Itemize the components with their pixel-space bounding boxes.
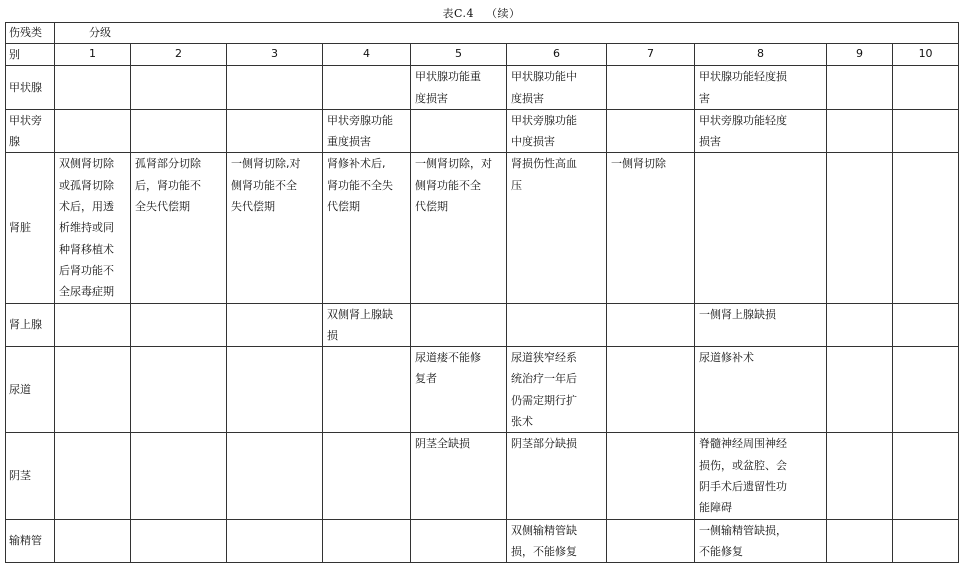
- grade-cell-9: [827, 433, 893, 519]
- grade-cell-7: [607, 303, 695, 347]
- grade-cell-3: [227, 347, 323, 433]
- cell-text: 甲状旁腺功能 中度损害: [511, 113, 577, 149]
- grade-cell-8: [695, 433, 827, 519]
- grade-cell-10: [893, 153, 959, 303]
- category-cell: [6, 109, 55, 153]
- grade-cell-10: [893, 109, 959, 153]
- cell-text: 双侧输精管缺 损，不能修复: [511, 523, 577, 558]
- caption-suffix: （续）: [486, 7, 521, 20]
- grade-cell-7: [607, 109, 695, 153]
- cell-text: 尿道修补术: [699, 351, 754, 365]
- cell-text: 脊髓神经周围神经 损伤，或盆腔、会 阴手术后遗留性功 能障碍: [699, 437, 787, 515]
- grade-cell-7: [607, 433, 695, 519]
- category-label: 甲状旁 腺: [9, 113, 42, 149]
- grade-cell-2: [131, 303, 227, 347]
- cell-text: 双侧肾上腺缺 损: [327, 307, 393, 342]
- grade-cell-8: [695, 109, 827, 153]
- grade-cell-3: [227, 153, 323, 303]
- cell-text: 孤肾部分切除 后，肾功能不 全失代偿期: [135, 157, 201, 214]
- cell-text: 一侧肾上腺缺损: [699, 307, 776, 321]
- cell-text: 甲状腺功能中 度损害: [511, 70, 577, 105]
- grade-cell-6: [507, 519, 607, 563]
- grade-cell-4: [323, 153, 411, 303]
- cell-text: 一侧肾切除: [611, 157, 666, 171]
- cell-text: 肾修补术后, 肾功能不全失 代偿期: [327, 157, 393, 214]
- grade-cell-4: [323, 303, 411, 347]
- grade-cell-6: [507, 303, 607, 347]
- grade-cell-5: [411, 519, 507, 563]
- disability-grade-table: [5, 22, 959, 563]
- grade-cell-8: [695, 519, 827, 563]
- grade-cell-6: [507, 347, 607, 433]
- grade-cell-5: [411, 347, 507, 433]
- cell-text: 肾损伤性高血 压: [511, 157, 577, 192]
- grade-cell-7: [607, 153, 695, 303]
- grade-cell-7: [607, 519, 695, 563]
- table-caption: [0, 5, 963, 21]
- grade-cell-2: [131, 433, 227, 519]
- grade-cell-6: [507, 109, 607, 153]
- grade-header-cell: [55, 23, 959, 44]
- grade-cell-4: [323, 433, 411, 519]
- table-row: [6, 519, 959, 563]
- grade-cell-4: [323, 519, 411, 563]
- category-label: 甲状腺: [9, 80, 42, 94]
- grade-cell-1: [55, 347, 131, 433]
- table-body: [6, 23, 959, 563]
- header-row-grades: [6, 44, 959, 66]
- grade-cell-10: [893, 303, 959, 347]
- grade-cell-9: [827, 153, 893, 303]
- grade-cell-3: [227, 66, 323, 110]
- grade-cell-8: [695, 303, 827, 347]
- grade-cell-5: [411, 66, 507, 110]
- table-row: [6, 109, 959, 153]
- grade-header-7: 7: [607, 44, 695, 66]
- grade-header-3: 3: [227, 44, 323, 66]
- grade-cell-3: [227, 303, 323, 347]
- grade-cell-8: [695, 153, 827, 303]
- grade-header-1: 1: [55, 44, 131, 66]
- grade-header-6: 6: [507, 44, 607, 66]
- grade-cell-8: [695, 66, 827, 110]
- grade-cell-1: [55, 519, 131, 563]
- grade-cell-6: [507, 66, 607, 110]
- table-row: [6, 303, 959, 347]
- grade-header-4: 4: [323, 44, 411, 66]
- corner-cell-top: 伤残类: [6, 23, 55, 44]
- grade-cell-5: [411, 433, 507, 519]
- caption-title: 表C.4: [442, 7, 475, 20]
- grade-cell-9: [827, 519, 893, 563]
- cell-text: 阴茎全缺损: [415, 437, 470, 451]
- cell-text: 尿道瘘不能修 复者: [415, 351, 481, 386]
- grade-cell-1: [55, 433, 131, 519]
- grade-cell-1: [55, 109, 131, 153]
- cell-text: 甲状腺功能轻度损 害: [699, 70, 787, 105]
- category-cell: [6, 347, 55, 433]
- grade-cell-2: [131, 109, 227, 153]
- category-cell: [6, 66, 55, 110]
- grade-cell-8: [695, 347, 827, 433]
- grade-cell-7: [607, 347, 695, 433]
- grade-cell-1: [55, 153, 131, 303]
- grade-cell-2: [131, 66, 227, 110]
- grade-cell-5: [411, 109, 507, 153]
- grade-cell-5: [411, 303, 507, 347]
- grade-cell-1: [55, 303, 131, 347]
- category-cell: [6, 153, 55, 303]
- grade-cell-4: [323, 109, 411, 153]
- cell-text: 一侧肾切除，对 侧肾功能不全 代偿期: [415, 157, 492, 214]
- grade-cell-7: [607, 66, 695, 110]
- cell-text: 甲状旁腺功能 重度损害: [327, 113, 393, 149]
- grade-cell-9: [827, 109, 893, 153]
- grade-cell-10: [893, 433, 959, 519]
- category-label: 肾脏: [9, 221, 31, 235]
- category-label: 输精管: [9, 534, 42, 548]
- grade-cell-3: [227, 519, 323, 563]
- grade-cell-2: [131, 519, 227, 563]
- category-cell: [6, 303, 55, 347]
- cell-text: 甲状旁腺功能轻度 损害: [699, 113, 787, 149]
- grade-cell-6: [507, 153, 607, 303]
- grade-cell-9: [827, 66, 893, 110]
- grade-cell-1: [55, 66, 131, 110]
- category-label: 阴茎: [9, 469, 31, 483]
- grade-cell-9: [827, 347, 893, 433]
- category-label: 尿道: [9, 383, 31, 397]
- grade-header-label: 分级: [89, 26, 111, 39]
- grade-cell-3: [227, 109, 323, 153]
- category-cell: [6, 519, 55, 563]
- table-row: [6, 433, 959, 519]
- grade-header-2: 2: [131, 44, 227, 66]
- grade-header-5: 5: [411, 44, 507, 66]
- grade-cell-10: [893, 347, 959, 433]
- grade-cell-2: [131, 153, 227, 303]
- category-label: 肾上腺: [9, 318, 42, 332]
- category-cell: [6, 433, 55, 519]
- cell-text: 一侧输精管缺损， 不能修复: [699, 523, 787, 558]
- grade-cell-3: [227, 433, 323, 519]
- grade-cell-4: [323, 66, 411, 110]
- cell-text: 甲状腺功能重 度损害: [415, 70, 481, 105]
- table-row: [6, 153, 959, 303]
- table-row: [6, 66, 959, 110]
- grade-cell-5: [411, 153, 507, 303]
- corner-cell-bottom: 别: [6, 44, 55, 66]
- grade-header-8: 8: [695, 44, 827, 66]
- cell-text: 阴茎部分缺损: [511, 437, 577, 451]
- grade-cell-10: [893, 519, 959, 563]
- grade-cell-6: [507, 433, 607, 519]
- grade-cell-4: [323, 347, 411, 433]
- grade-header-10: 10: [893, 44, 959, 66]
- grade-header-9: 9: [827, 44, 893, 66]
- header-row-top: [6, 23, 959, 44]
- grade-cell-10: [893, 66, 959, 110]
- cell-text: 尿道狭窄经系 统治疗一年后 仍需定期行扩 张术: [511, 351, 577, 429]
- cell-text: 双侧肾切除 或孤肾切除 术后，用透 析维持或同 种肾移植术 后肾功能不 全尿毒症期: [59, 157, 114, 299]
- table-row: [6, 347, 959, 433]
- cell-text: 一侧肾切除,对 侧肾功能不全 失代偿期: [231, 157, 301, 214]
- grade-cell-9: [827, 303, 893, 347]
- grade-cell-2: [131, 347, 227, 433]
